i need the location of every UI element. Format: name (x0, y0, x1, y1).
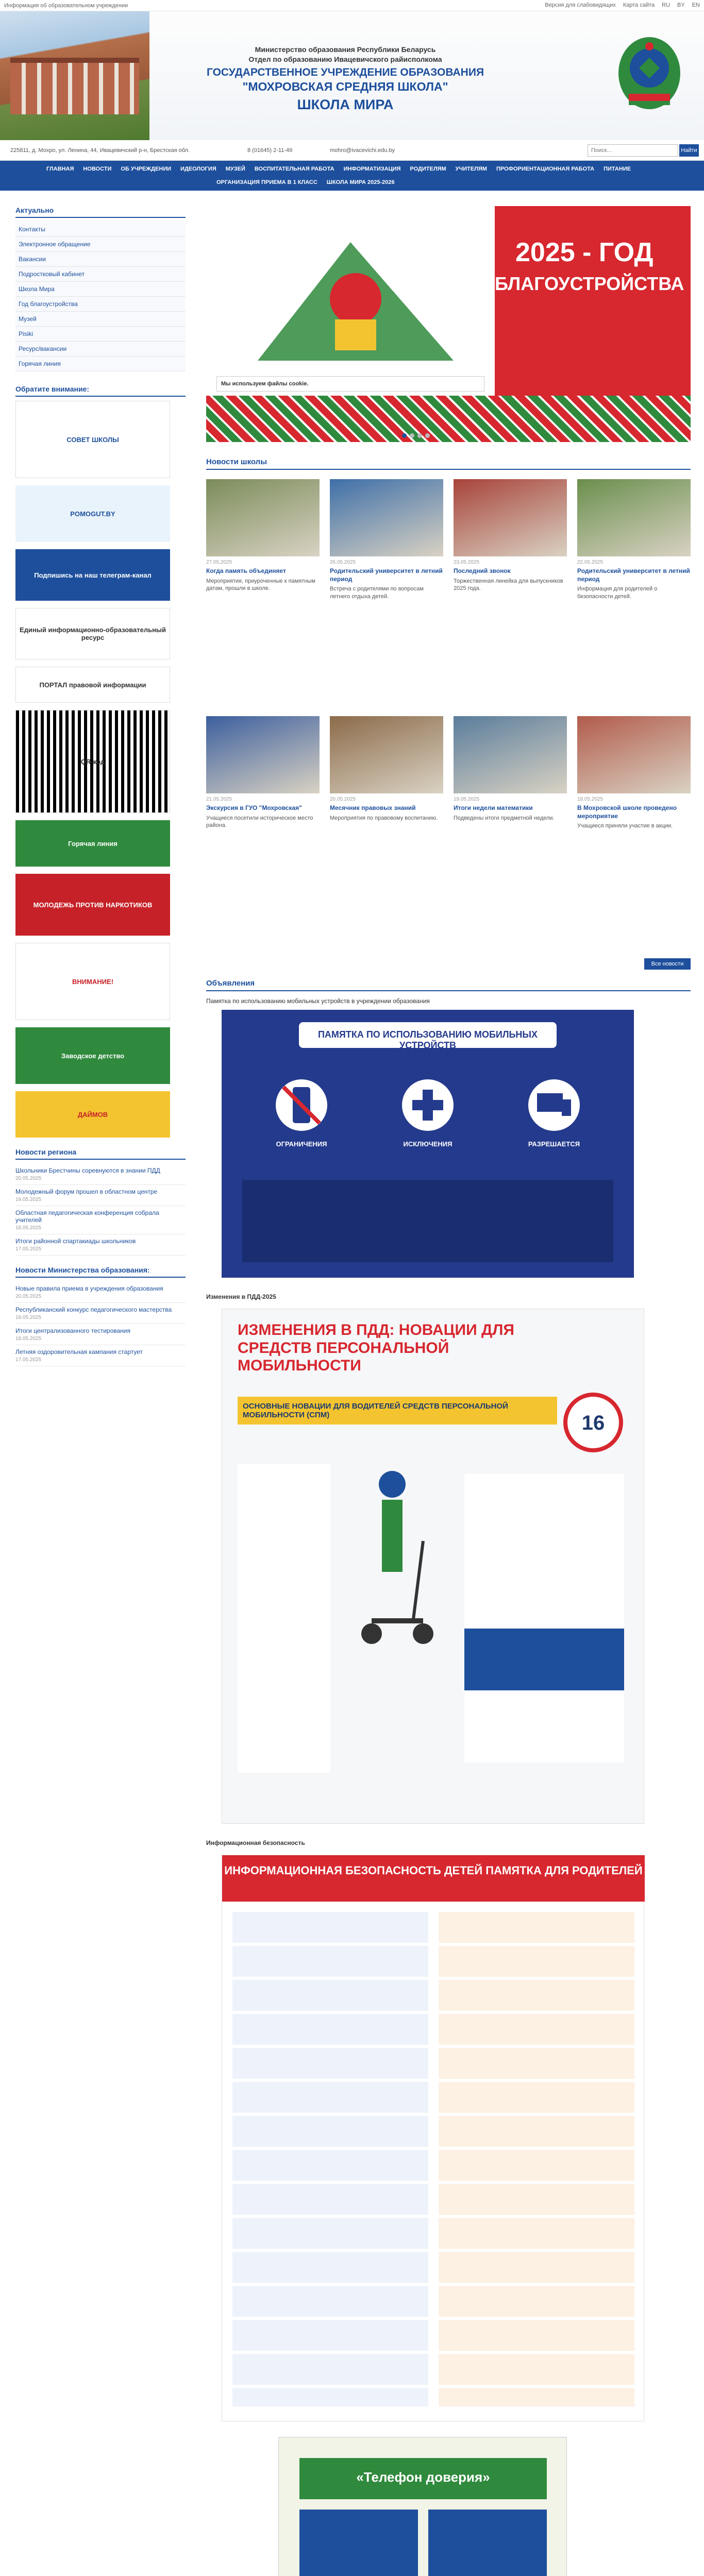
sidebar-news-item[interactable] (15, 1324, 186, 1345)
news-card[interactable] (577, 716, 691, 830)
sidebar-news-item[interactable] (15, 1185, 186, 1206)
news-card[interactable] (577, 479, 691, 601)
news-image[interactable] (330, 479, 443, 556)
svg-text:16: 16 (581, 1412, 605, 1434)
actual-item[interactable]: Горячая линия (15, 357, 186, 371)
pdd-poster-title: ИЗМЕНЕНИЯ В ПДД: НОВАЦИИ ДЛЯ СРЕДСТВ ПЕРСОНАЛЬНОЙ МОБИЛЬНОСТИ (238, 1321, 514, 1374)
menu-item[interactable]: ВОСПИТАТЕЛЬНАЯ РАБОТА (254, 166, 334, 172)
sidebar-news-title[interactable]: Новые правила приема в учреждения образования (15, 1285, 163, 1292)
header-ministry: Министерство образования Республики Беларусь (255, 45, 436, 54)
mobile-devices-poster (222, 1010, 634, 1278)
all-news-button[interactable]: Все новости (644, 958, 691, 970)
region-news-heading: Новости региона (15, 1148, 186, 1160)
sidebar-news-item[interactable] (15, 1345, 186, 1366)
banner-list (15, 401, 186, 1138)
sidebar-news-item[interactable] (15, 1164, 186, 1185)
menu-item[interactable]: ИДЕОЛОГИЯ (180, 166, 216, 172)
school-photo (0, 11, 149, 140)
sidebar-news-item[interactable] (15, 1303, 186, 1324)
actual-heading: Актуально (15, 206, 186, 218)
announcements-section (206, 979, 691, 1005)
news-date: 19.05.2025 (454, 796, 480, 802)
news-excerpt: Информация для родителей о безопасности детей. (577, 586, 658, 600)
sidebar-news-title[interactable]: Республиканский конкурс педагогического мастерства (15, 1306, 172, 1313)
lang-ru[interactable]: RU (662, 2, 671, 8)
sidebar-banner[interactable]: ПОРТАЛ правовой информации (15, 667, 170, 703)
news-date: 20.05.2025 (330, 796, 356, 802)
actual-item[interactable]: Pisiki (15, 327, 186, 342)
sidebar-news-date: 19.05.2025 (15, 1197, 42, 1202)
sidebar-banner[interactable]: Единый информационно-образовательный ресурс (15, 608, 170, 659)
news-excerpt: Встреча с родителями по вопросам летнего отдыха детей. (330, 586, 424, 600)
news-card[interactable] (206, 716, 320, 829)
slider-emblem-icon (247, 227, 464, 371)
ministry-news-list (15, 1282, 186, 1366)
news-heading: Новости школы (206, 457, 691, 470)
sidebar-news-title[interactable]: Итоги районной спартакиады школьников (15, 1238, 136, 1245)
poster-col-allowed: РАЗРЕШАЕТСЯ (528, 1140, 580, 1148)
sidebar-news-title[interactable]: Областная педагогическая конференция собрала учителей (15, 1209, 159, 1224)
header-institution: ГОСУДАРСТВЕННОЕ УЧРЕЖДЕНИЕ ОБРАЗОВАНИЯ (206, 66, 484, 78)
news-excerpt: Подведены итоги предметной недели. (454, 815, 555, 821)
sidebar-news-title[interactable]: Летняя оздоровительная кампания стартует (15, 1348, 143, 1355)
contact-row (0, 140, 704, 161)
news-excerpt: Учащиеся приняли участие в акции. (577, 823, 673, 829)
header-title (149, 11, 541, 140)
info-security-heading: Информационная безопасность (206, 1839, 305, 1846)
sidebar-news-title[interactable]: Молодежный форум прошел в областном центре (15, 1188, 158, 1195)
sidebar-news-date: 20.05.2025 (15, 1294, 42, 1299)
sidebar-news-date: 18.05.2025 (15, 1336, 42, 1342)
pdd-poster-subtitle: ОСНОВНЫЕ НОВАЦИИ ДЛЯ ВОДИТЕЛЕЙ СРЕДСТВ ПЕРСОНАЛЬНОЙ МОБИЛЬНОСТИ (СПМ) (238, 1397, 557, 1425)
topbar-info: Информация об образовательном учреждении (4, 3, 128, 9)
no-phone-icon (273, 1077, 330, 1133)
accessibility-link[interactable]: Версия для слабовидящих (545, 2, 616, 8)
sidebar-banner[interactable]: Подпишись на наш телеграм-канал (15, 549, 170, 601)
email-link[interactable]: mohro@ivacevichi.edu.by (330, 147, 395, 154)
age-16-icon (562, 1392, 624, 1453)
sidebar-news-date: 17.05.2025 (15, 1357, 42, 1363)
menu-item[interactable]: ШКОЛА МИРА 2025-2026 (326, 179, 395, 185)
pdd-right-column (464, 1474, 624, 1762)
slider-ornament (206, 396, 691, 442)
menu-row-2 (216, 179, 395, 185)
news-card[interactable] (454, 716, 567, 822)
info-security-title: ИНФОРМАЦИОННАЯ БЕЗОПАСНОСТЬ ДЕТЕЙ ПАМЯТКА ДЛЯ РОДИТЕЛЕЙ (222, 1855, 645, 1902)
menu-item[interactable]: ПРОФОРИЕНТАЦИОННАЯ РАБОТА (496, 166, 595, 172)
news-card[interactable] (330, 479, 443, 601)
slider-year: 2025 - ГОД (515, 238, 653, 267)
scooter-rider-icon (341, 1464, 444, 1670)
menu-item[interactable]: РОДИТЕЛЯМ (410, 166, 446, 172)
news-image[interactable] (577, 716, 691, 793)
devices-icon (526, 1077, 582, 1133)
slider-dot[interactable] (417, 433, 422, 438)
state-emblem-icon (613, 32, 685, 114)
news-date: 18.05.2025 (577, 796, 604, 802)
poster-mobile-columns (253, 1077, 603, 1148)
news-title[interactable]: Последний звонок (454, 567, 511, 574)
menu-item[interactable]: ГЛАВНАЯ (46, 166, 74, 172)
slider-dot[interactable] (402, 433, 407, 438)
news-card[interactable] (454, 479, 567, 592)
menu-item[interactable]: ПИТАНИЕ (604, 166, 631, 172)
menu-item[interactable]: МУЗЕЙ (225, 166, 245, 172)
news-date: 26.05.2025 (330, 560, 356, 565)
sitemap-link[interactable]: Карта сайта (623, 2, 655, 8)
left-sidebar (15, 206, 186, 1366)
lang-by[interactable]: BY (677, 2, 685, 8)
menu-item[interactable]: УЧИТЕЛЯМ (455, 166, 487, 172)
poster-mobile-text-block (242, 1180, 613, 1262)
news-title[interactable]: Итоги недели математики (454, 804, 533, 811)
helpline-minsk (428, 2510, 547, 2576)
news-title[interactable]: Месячник правовых знаний (330, 804, 416, 811)
news-date: 27.05.2025 (206, 560, 232, 565)
pdd-info-box (464, 1629, 624, 1690)
sidebar-banner[interactable]: МОЛОДЕЖЬ ПРОТИВ НАРКОТИКОВ (15, 874, 170, 936)
menu-row-1 (46, 166, 631, 172)
sidebar-news-title[interactable]: Школьники Брестчины соревнуются в знании ПДД (15, 1167, 160, 1174)
news-image[interactable] (577, 479, 691, 556)
sidebar-news-date: 20.05.2025 (15, 1176, 42, 1181)
sidebar-banner[interactable]: Горячая линия (15, 820, 170, 867)
news-title[interactable]: Экскурсия в ГУО "Мохровская" (206, 804, 302, 811)
actual-item[interactable]: Подростковый кабинет (15, 267, 186, 282)
slider-word: БЛАГОУСТРОЙСТВА (495, 273, 684, 294)
sidebar-banner[interactable]: POMOGUT.BY (15, 485, 170, 542)
sidebar-news-date: 19.05.2025 (15, 1315, 42, 1320)
news-title[interactable]: В Мохровской школе проведено мероприятие (577, 804, 677, 820)
lang-en[interactable]: EN (692, 2, 700, 8)
poster-col-exceptions: ИСКЛЮЧЕНИЯ (403, 1140, 452, 1148)
news-image[interactable] (206, 716, 320, 793)
slider-dot[interactable] (425, 433, 430, 438)
header-department: Отдел по образованию Ивацевичского райисполкома (248, 55, 442, 63)
sidebar-banner[interactable]: Заводское детство (15, 1027, 170, 1084)
news-excerpt: Мероприятия по правовому воспитанию. (330, 815, 438, 821)
news-excerpt: Торжественная линейка для выпускников 2025 года. (454, 578, 563, 592)
announcements-heading: Объявления (206, 979, 691, 991)
news-image[interactable] (454, 479, 567, 556)
news-title[interactable]: Когда память объединяет (206, 567, 286, 574)
pdd-poster (222, 1309, 644, 1824)
poster-mobile-title: ПАМЯТКА ПО ИСПОЛЬЗОВАНИЮ МОБИЛЬНЫХ УСТРОЙСТВ (299, 1022, 557, 1048)
sidebar-news-item[interactable] (15, 1206, 186, 1234)
actual-item[interactable]: Школа Мира (15, 282, 186, 297)
main-menu (0, 161, 704, 191)
announcements-intro: Памятка по использованию мобильных устройств в учреждении образования (206, 997, 430, 1005)
search-input[interactable] (588, 144, 678, 157)
search-button[interactable]: Найти (679, 144, 699, 157)
news-card[interactable] (330, 716, 443, 822)
slider-dots (402, 433, 430, 438)
pdd-heading: Изменения в ПДД-2025 (206, 1293, 276, 1300)
site-header (0, 11, 704, 140)
sidebar-news-item[interactable] (15, 1234, 186, 1256)
top-bar (0, 0, 704, 11)
phone-text: 8 (01645) 2-11-49 (247, 147, 293, 154)
info-security-col-right (439, 1912, 634, 2406)
hero-slider[interactable] (206, 206, 691, 442)
poster-col-restrictions: ОГРАНИЧЕНИЯ (276, 1140, 327, 1148)
actual-item[interactable]: Год благоустройства (15, 297, 186, 312)
news-date: 23.05.2025 (454, 560, 480, 565)
actual-item[interactable]: Музей (15, 312, 186, 327)
region-news-list (15, 1164, 186, 1256)
sidebar-news-title[interactable]: Итоги централизованного тестирования (15, 1327, 130, 1334)
actual-list (15, 222, 186, 371)
news-title[interactable]: Родительский университет в летний период (577, 567, 690, 583)
sidebar-news-item[interactable] (15, 1282, 186, 1303)
sidebar-banner[interactable]: QR-код (15, 710, 170, 813)
sidebar-news-date: 18.05.2025 (15, 1225, 42, 1231)
news-image[interactable] (330, 716, 443, 793)
sidebar-banner[interactable]: СОВЕТ ШКОЛЫ (15, 401, 170, 478)
news-title[interactable]: Родительский университет в летний период (330, 567, 443, 583)
news-card[interactable] (206, 479, 320, 592)
menu-item[interactable]: ОБ УЧРЕЖДЕНИИ (121, 166, 172, 172)
helpline-brest (299, 2510, 418, 2576)
menu-item[interactable]: ОРГАНИЗАЦИЯ ПРИЕМА В 1 КЛАСС (216, 179, 317, 185)
address-text: 225811, д. Мохро, ул. Ленина, 44, Ивацевичский р-н, Брестская обл. (10, 147, 190, 154)
news-section (206, 457, 691, 470)
news-image[interactable] (206, 479, 320, 556)
cookie-notice: Мы используем файлы cookie. (216, 376, 484, 392)
medical-cross-icon (399, 1077, 456, 1133)
news-date: 21.05.2025 (206, 796, 232, 802)
sidebar-news-date: 17.05.2025 (15, 1246, 42, 1252)
actual-item[interactable]: Контакты (15, 222, 186, 237)
info-security-poster (222, 1855, 644, 2421)
news-excerpt: Мероприятия, приуроченные к памятным датам, прошли в школе. (206, 578, 315, 592)
topbar-links (545, 2, 700, 8)
info-security-col-left (232, 1912, 428, 2406)
header-school-of-peace: ШКОЛА МИРА (297, 97, 394, 112)
attention-heading: Обратите внимание: (15, 385, 186, 397)
menu-item[interactable]: НОВОСТИ (83, 166, 112, 172)
actual-item[interactable]: Электронное обращение (15, 237, 186, 252)
menu-item[interactable]: ИНФОРМАТИЗАЦИЯ (343, 166, 401, 172)
news-excerpt: Учащиеся посетили историческое место района. (206, 815, 313, 829)
slider-dot[interactable] (410, 433, 414, 438)
pdd-left-column (238, 1464, 330, 1773)
actual-item[interactable]: Вакансии (15, 252, 186, 267)
helpline-title: «Телефон доверия» (299, 2458, 547, 2499)
sidebar-banner[interactable]: ДАЙМОВ (15, 1091, 170, 1138)
header-school-name: "МОХРОВСКАЯ СРЕДНЯЯ ШКОЛА" (242, 80, 448, 93)
helpline-poster (278, 2437, 567, 2576)
actual-item[interactable]: Ресурс/вакансии (15, 342, 186, 357)
sidebar-banner[interactable]: ВНИМАНИЕ! (15, 943, 170, 1020)
news-image[interactable] (454, 716, 567, 793)
news-date: 22.05.2025 (577, 560, 604, 565)
ministry-news-heading: Новости Министерства образования: (15, 1266, 186, 1278)
